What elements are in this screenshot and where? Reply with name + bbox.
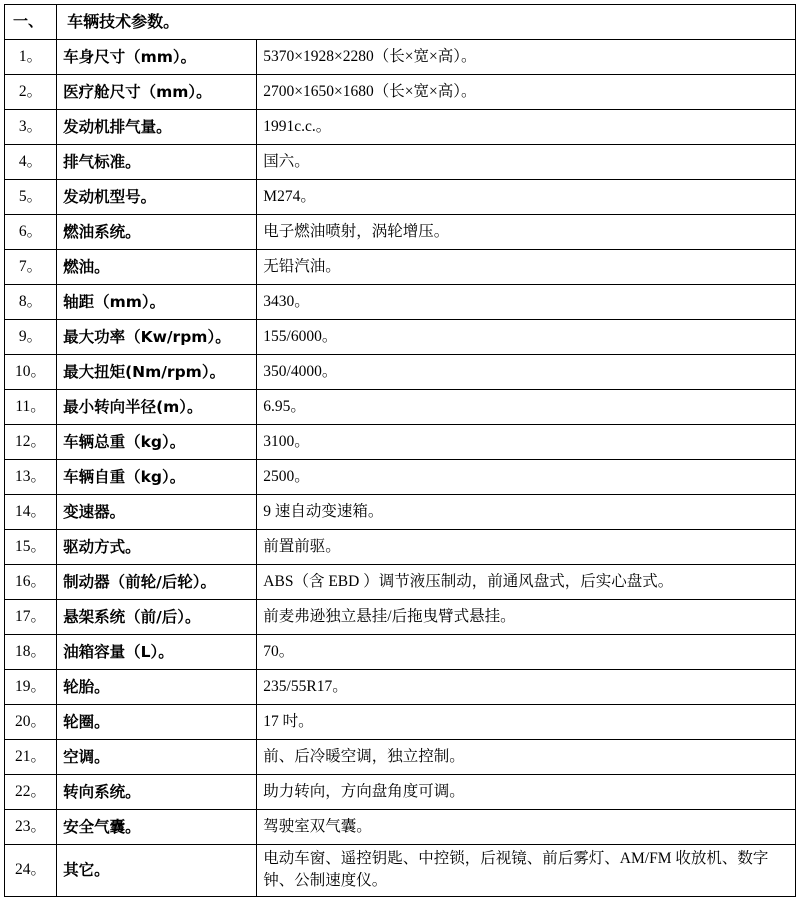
table-row xyxy=(5,75,796,110)
row-label: 燃油。 xyxy=(57,250,257,285)
row-label: 变速器。 xyxy=(57,495,257,530)
row-label: 转向系统。 xyxy=(57,775,257,810)
row-value: 3430。 xyxy=(257,285,796,320)
row-label: 最大扭矩(Nm/rpm）。 xyxy=(57,355,257,390)
table-row xyxy=(5,355,796,390)
row-value: ABS（含 EBD ）调节液压制动，前通风盘式，后实心盘式。 xyxy=(257,565,796,600)
row-label: 其它。 xyxy=(57,845,257,897)
row-value: 70。 xyxy=(257,635,796,670)
row-value: 电子燃油喷射，涡轮增压。 xyxy=(257,215,796,250)
row-number: 6。 xyxy=(5,215,57,250)
row-number: 18。 xyxy=(5,635,57,670)
row-value: 2500。 xyxy=(257,460,796,495)
row-value: 3100。 xyxy=(257,425,796,460)
row-value: 1991c.c.。 xyxy=(257,110,796,145)
row-value: 助力转向，方向盘角度可调。 xyxy=(257,775,796,810)
section-title: 车辆技术参数。 xyxy=(57,5,796,40)
row-number: 21。 xyxy=(5,740,57,775)
row-label: 医疗舱尺寸（mm）。 xyxy=(57,75,257,110)
row-number: 13。 xyxy=(5,460,57,495)
table-row xyxy=(5,320,796,355)
row-number: 10。 xyxy=(5,355,57,390)
row-label: 排气标准。 xyxy=(57,145,257,180)
vehicle-spec-table xyxy=(4,4,796,897)
table-row xyxy=(5,180,796,215)
section-number: 一、 xyxy=(5,5,57,40)
row-label: 轴距（mm）。 xyxy=(57,285,257,320)
row-value: 驾驶室双气囊。 xyxy=(257,810,796,845)
row-label: 燃油系统。 xyxy=(57,215,257,250)
row-value: 235/55R17。 xyxy=(257,670,796,705)
table-row xyxy=(5,565,796,600)
row-value: 前麦弗逊独立悬挂/后拖曳臂式悬挂。 xyxy=(257,600,796,635)
row-label: 空调。 xyxy=(57,740,257,775)
row-label: 发动机型号。 xyxy=(57,180,257,215)
table-row xyxy=(5,425,796,460)
row-number: 22。 xyxy=(5,775,57,810)
table-row xyxy=(5,460,796,495)
row-label: 最小转向半径(m）。 xyxy=(57,390,257,425)
table-section-header-row xyxy=(5,5,796,40)
row-value: 前置前驱。 xyxy=(257,530,796,565)
row-value: 无铅汽油。 xyxy=(257,250,796,285)
row-label: 驱动方式。 xyxy=(57,530,257,565)
row-value: 6.95。 xyxy=(257,390,796,425)
row-label: 安全气囊。 xyxy=(57,810,257,845)
row-number: 4。 xyxy=(5,145,57,180)
table-row xyxy=(5,810,796,845)
row-label: 车辆总重（kg）。 xyxy=(57,425,257,460)
row-number: 9。 xyxy=(5,320,57,355)
row-value: M274。 xyxy=(257,180,796,215)
row-number: 8。 xyxy=(5,285,57,320)
row-number: 2。 xyxy=(5,75,57,110)
row-value: 17 吋。 xyxy=(257,705,796,740)
row-value: 前、后冷暖空调，独立控制。 xyxy=(257,740,796,775)
table-row xyxy=(5,600,796,635)
row-label: 轮圈。 xyxy=(57,705,257,740)
row-number: 17。 xyxy=(5,600,57,635)
table-row xyxy=(5,530,796,565)
table-row xyxy=(5,110,796,145)
row-label: 发动机排气量。 xyxy=(57,110,257,145)
row-value: 5370×1928×2280（长×宽×高）。 xyxy=(257,40,796,75)
row-label: 轮胎。 xyxy=(57,670,257,705)
row-label: 油箱容量（L）。 xyxy=(57,635,257,670)
table-row xyxy=(5,250,796,285)
table-row xyxy=(5,285,796,320)
table-row xyxy=(5,635,796,670)
row-value: 国六。 xyxy=(257,145,796,180)
row-label: 车身尺寸（mm）。 xyxy=(57,40,257,75)
row-value: 350/4000。 xyxy=(257,355,796,390)
row-number: 14。 xyxy=(5,495,57,530)
table-row xyxy=(5,145,796,180)
table-row xyxy=(5,40,796,75)
row-number: 3。 xyxy=(5,110,57,145)
row-number: 19。 xyxy=(5,670,57,705)
table-row xyxy=(5,670,796,705)
row-number: 11。 xyxy=(5,390,57,425)
table-row xyxy=(5,775,796,810)
row-value: 2700×1650×1680（长×宽×高）。 xyxy=(257,75,796,110)
row-number: 1。 xyxy=(5,40,57,75)
row-value: 155/6000。 xyxy=(257,320,796,355)
row-number: 15。 xyxy=(5,530,57,565)
table-row xyxy=(5,845,796,897)
row-number: 24。 xyxy=(5,845,57,897)
row-number: 23。 xyxy=(5,810,57,845)
row-label: 最大功率（Kw/rpm）。 xyxy=(57,320,257,355)
row-number: 16。 xyxy=(5,565,57,600)
row-number: 12。 xyxy=(5,425,57,460)
table-row xyxy=(5,740,796,775)
row-value: 电动车窗、遥控钥匙、中控锁，后视镜、前后雾灯、AM/FM 收放机、数字钟、公制速度仪。 xyxy=(257,845,796,897)
table-row xyxy=(5,705,796,740)
row-label: 车辆自重（kg）。 xyxy=(57,460,257,495)
table-row xyxy=(5,495,796,530)
row-value: 9 速自动变速箱。 xyxy=(257,495,796,530)
table-row xyxy=(5,215,796,250)
table-row xyxy=(5,390,796,425)
row-number: 7。 xyxy=(5,250,57,285)
row-label: 制动器（前轮/后轮）。 xyxy=(57,565,257,600)
row-label: 悬架系统（前/后）。 xyxy=(57,600,257,635)
row-number: 20。 xyxy=(5,705,57,740)
row-number: 5。 xyxy=(5,180,57,215)
